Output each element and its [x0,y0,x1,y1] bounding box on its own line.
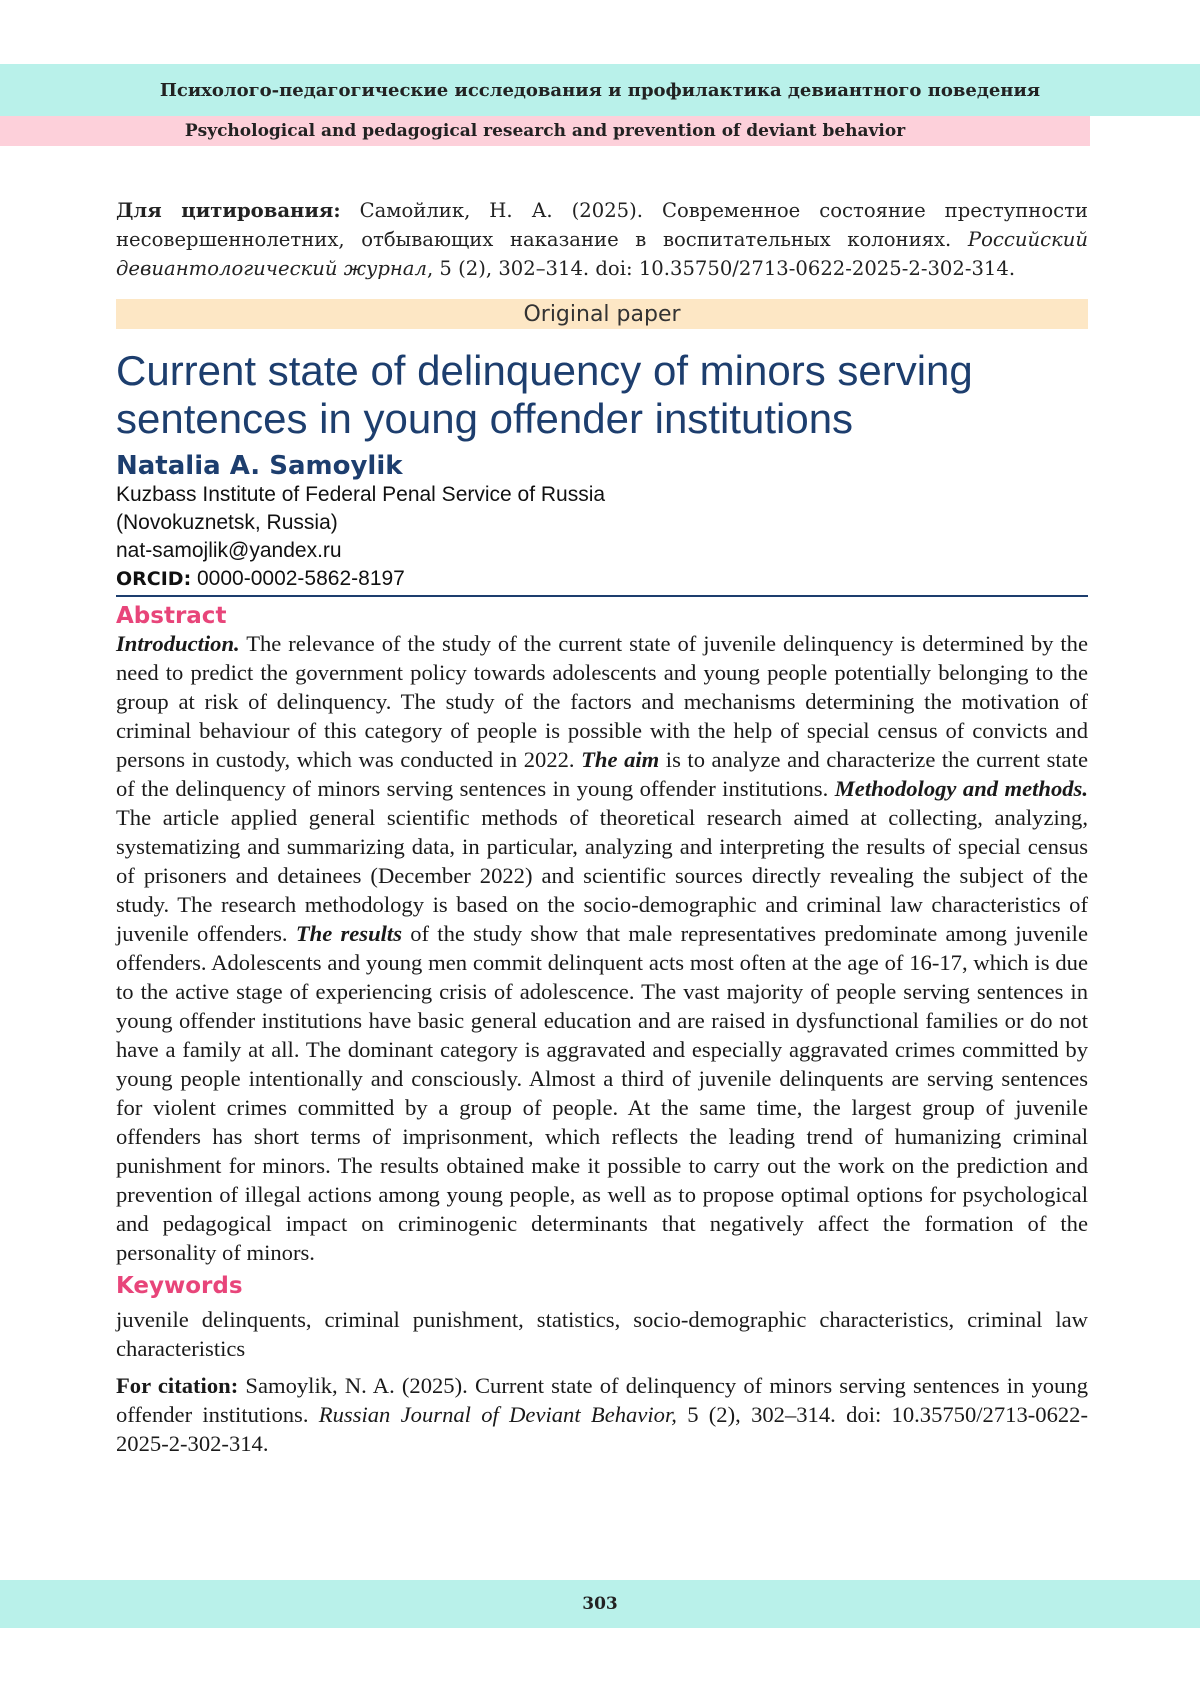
citation-en-tail: 5 (2), 302–314. doi: 10.35750/2713-0622-2025-2-302-314. [116,1402,1088,1456]
page-number: 303 [582,1594,618,1614]
author-orcid [116,565,1088,593]
abstract-methods-text: The article applied general scientific methods of theoretical research aimed at collecting, analyzing, systematizing and summarizing data, in particular, analyzing and interpreting the results of special census of prisoners and detainees (December 2022) and scientific sources directly revealing the subject of the study. The research methodology is based on the socio-demographic and criminal law characteristics of juvenile offenders. [116,805,1088,946]
citation-en [116,1371,1088,1458]
citation-ru-tail: , 5 (2), 302–314. doi: 10.35750/2713-0622-2025-2-302-314. [426,257,1016,280]
citation-en-text: Samoylik, N. A. (2025). Current state of delinquency of minors serving sentences in young offender institutions. [116,1373,1088,1427]
paper-title: Current state of delinquency of minors serving sentences in young offender institutions [116,347,973,442]
journal-section-header-ru [0,64,1200,116]
paper-type-banner [116,299,1088,329]
citation-ru-label: Для цитирования: [116,199,341,222]
author-divider [116,595,1088,597]
page-footer [0,1580,1200,1628]
abstract-aim-label: The aim [581,747,660,772]
citation-en-label: For citation: [116,1373,239,1398]
citation-ru [116,196,1088,283]
abstract-aim-text: is to analyze and characterize the current state of the delinquency of minors serving sentences in young offender institutions. [116,747,1088,801]
keywords-list: juvenile delinquents, criminal punishment, statistics, socio-demographic characteristics, criminal law characteristics [116,1307,1088,1361]
author-location: (Novokuznetsk, Russia) [116,511,338,534]
citation-en-journal: Russian Journal of Deviant Behavior, [318,1402,677,1427]
abstract-methods-label: Methodology and methods. [834,776,1088,801]
orcid-value[interactable]: 0000-0002-5862-8197 [191,567,405,590]
author-email[interactable]: nat-samojlik@yandex.ru [116,539,342,562]
abstract-intro-text: The relevance of the study of the current state of juvenile delinquency is determined by the need to predict the government policy towards adolescents and young people potentially belonging to the group at risk of delinquency. The study of the factors and mechanisms determining the motivation of criminal behaviour of this category of people is possible with the help of special census of convicts and persons in custody, which was conducted in 2022. [116,631,1088,772]
paper-type-label: Original paper [523,301,681,327]
author-affiliation: Kuzbass Institute of Federal Penal Service of Russia [116,483,606,506]
orcid-label: ORCID: [116,568,192,590]
citation-ru-text: Самойлик, Н. А. (2025). Современное состояние преступности несовершеннолетних, отбывающих наказание в воспитательных колониях. [116,199,1088,251]
journal-section-en-text: Psychological and pedagogical research and prevention of deviant behavior [184,121,906,141]
abstract-results-label: The results [295,921,402,946]
author-name: Natalia A. Samoylik [116,451,403,481]
journal-section-ru-text: Психолого-педагогические исследования и профилактика девиантного поведения [159,79,1041,101]
citation-ru-journal: Российский девиантологический журнал [116,228,1088,280]
page-content [116,196,1088,1458]
abstract-results-text: of the study show that male representatives predominate among juvenile offenders. Adolescents and young men commit delinquent acts most often at the age of 16-17, which is due to the active stage of experiencing crisis of adolescence. The vast majority of people serving sentences in young offender institutions have basic general education and are raised in dysfunctional families or do not have a family at all. The dominant category is aggravated and especially aggravated crimes committed by young people intentionally and consciously. Almost a third of juvenile delinquents are serving sentences for violent crimes committed by a group of people. At the same time, the largest group of juvenile offenders has short terms of imprisonment, which reflects the leading trend of humanizing criminal punishment for minors. The results obtained make it possible to carry out the work on the prediction and prevention of illegal actions among young people, as well as to propose optimal options for psychological and pedagogical impact on criminogenic determinants that negatively affect the formation of the personality of minors. [116,921,1088,1265]
abstract-heading: Abstract [116,603,227,629]
keywords-heading: Keywords [116,1273,243,1299]
abstract-intro-label: Introduction. [116,631,240,656]
journal-section-header-en [0,116,1090,146]
abstract-body [116,629,1088,1267]
